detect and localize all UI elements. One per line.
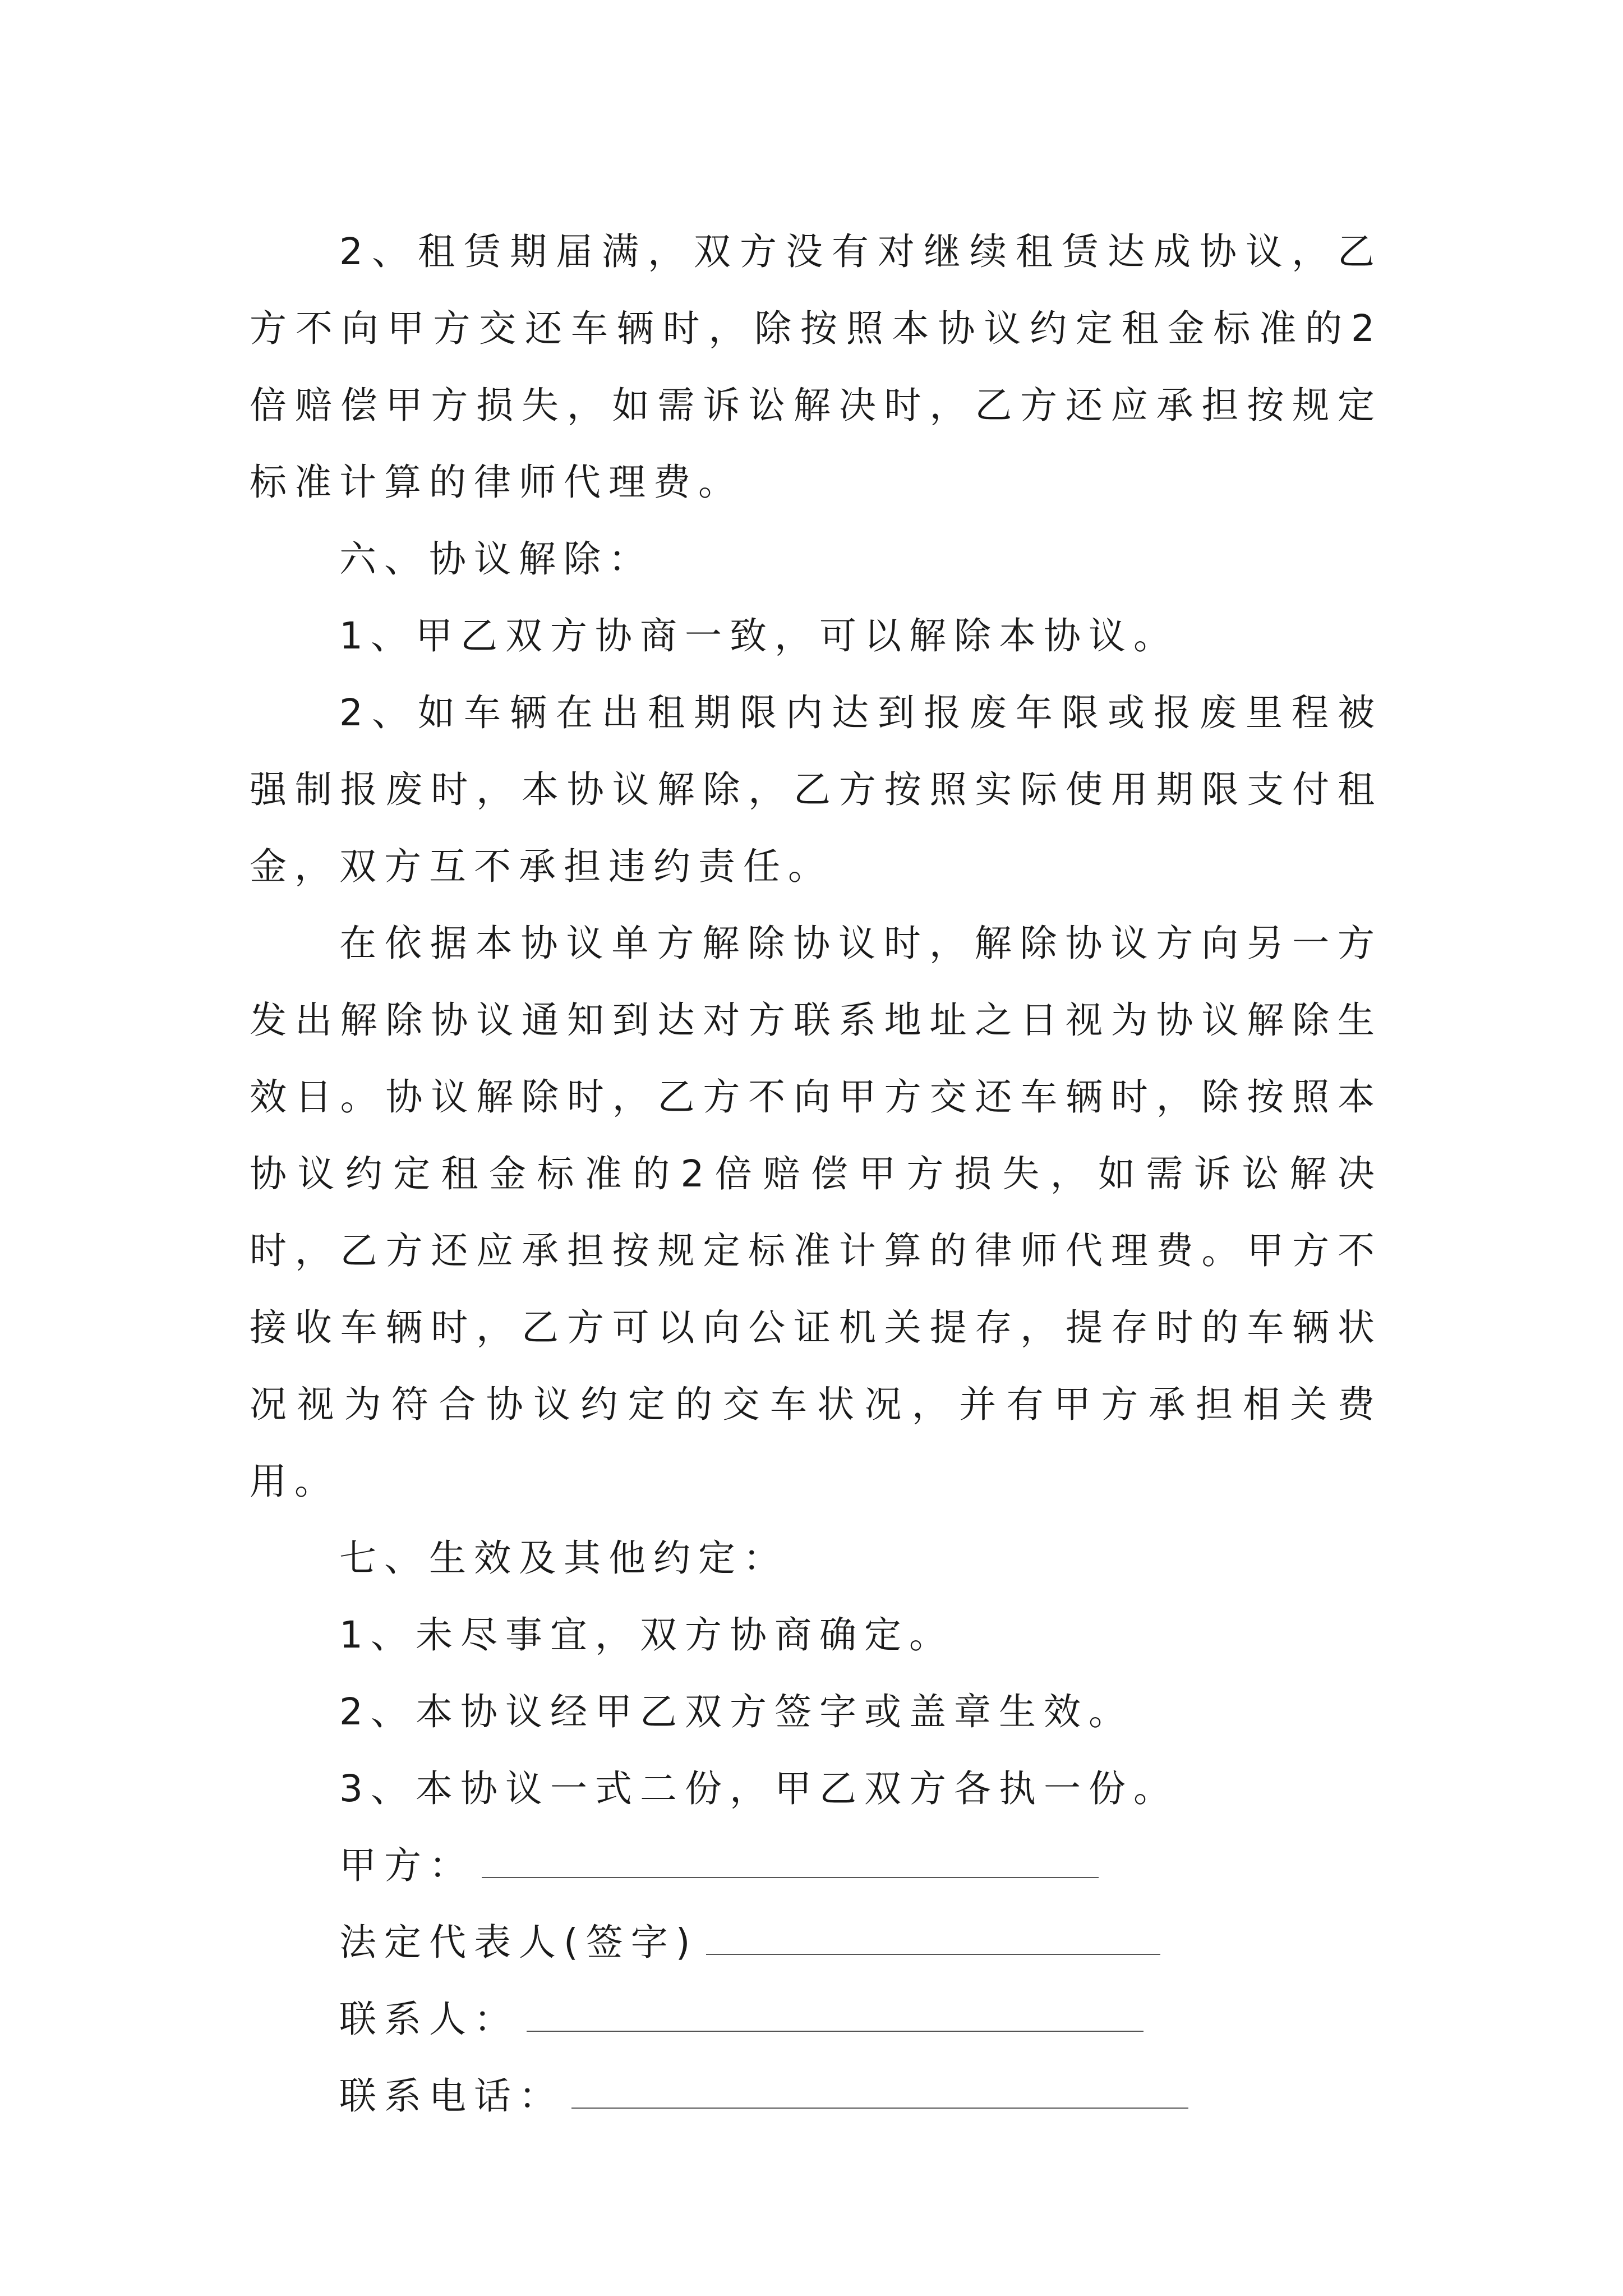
signature-party-a — [250, 1827, 1382, 1904]
section-6-heading: 六、协议解除： — [339, 537, 653, 581]
document-page — [250, 213, 1382, 2134]
signature-contact — [250, 1981, 1382, 2058]
clause-7-1: 1、未尽事宜，双方协商确定。 — [339, 1613, 954, 1657]
signature-party-a-label: 甲方： — [339, 1844, 474, 1887]
signature-contact-blank[interactable] — [527, 1997, 1144, 2032]
signature-phone-label: 联系电话： — [339, 2074, 564, 2118]
clause-7-3: 3、本协议一式二份，甲乙双方各执一份。 — [339, 1767, 1178, 1810]
clause-6-2: 2、如车辆在出租期限内达到报废年限或报废里程被强制报废时，本协议解除，乙方按照实际使用期限支付租金，双方互不承担违约责任。 — [250, 691, 1382, 888]
clause-5-2: 2、租赁期届满，双方没有对继续租赁达成协议，乙方不向甲方交还车辆时，除按照本协议约定租金标准的2倍赔偿甲方损失，如需诉讼解决时，乙方还应承担按规定标准计算的律师代理费。 — [250, 230, 1382, 504]
signature-legal-rep-label: 法定代表人(签字) — [339, 1921, 698, 1964]
signature-legal-rep — [250, 1904, 1382, 1981]
signature-phone-blank[interactable] — [571, 2074, 1188, 2109]
signature-contact-label: 联系人： — [339, 1998, 519, 2041]
section-7-heading: 七、生效及其他约定： — [339, 1536, 788, 1580]
signature-phone — [250, 2058, 1382, 2134]
signature-party-a-blank[interactable] — [482, 1843, 1099, 1878]
signature-legal-rep-blank[interactable] — [706, 1920, 1160, 1955]
clause-6-1: 1、甲乙双方协商一致，可以解除本协议。 — [339, 614, 1178, 657]
clause-7-2: 2、本协议经甲乙双方签字或盖章生效。 — [339, 1690, 1133, 1733]
clause-6-termination-notice: 在依据本协议单方解除协议时，解除协议方向另一方发出解除协议通知到达对方联系地址之日视为协议解除生效日。协议解除时，乙方不向甲方交还车辆时，除按照本协议约定租金标准的2倍赔偿甲方损失，如需诉讼解决时，乙方还应承担按规定标准计算的律师代理费。甲方不接收车辆时，乙方可以向公证机关提存，提存时的车辆状况视为符合协议约定的交车状况，并有甲方承担相关费用。 — [250, 922, 1382, 1503]
